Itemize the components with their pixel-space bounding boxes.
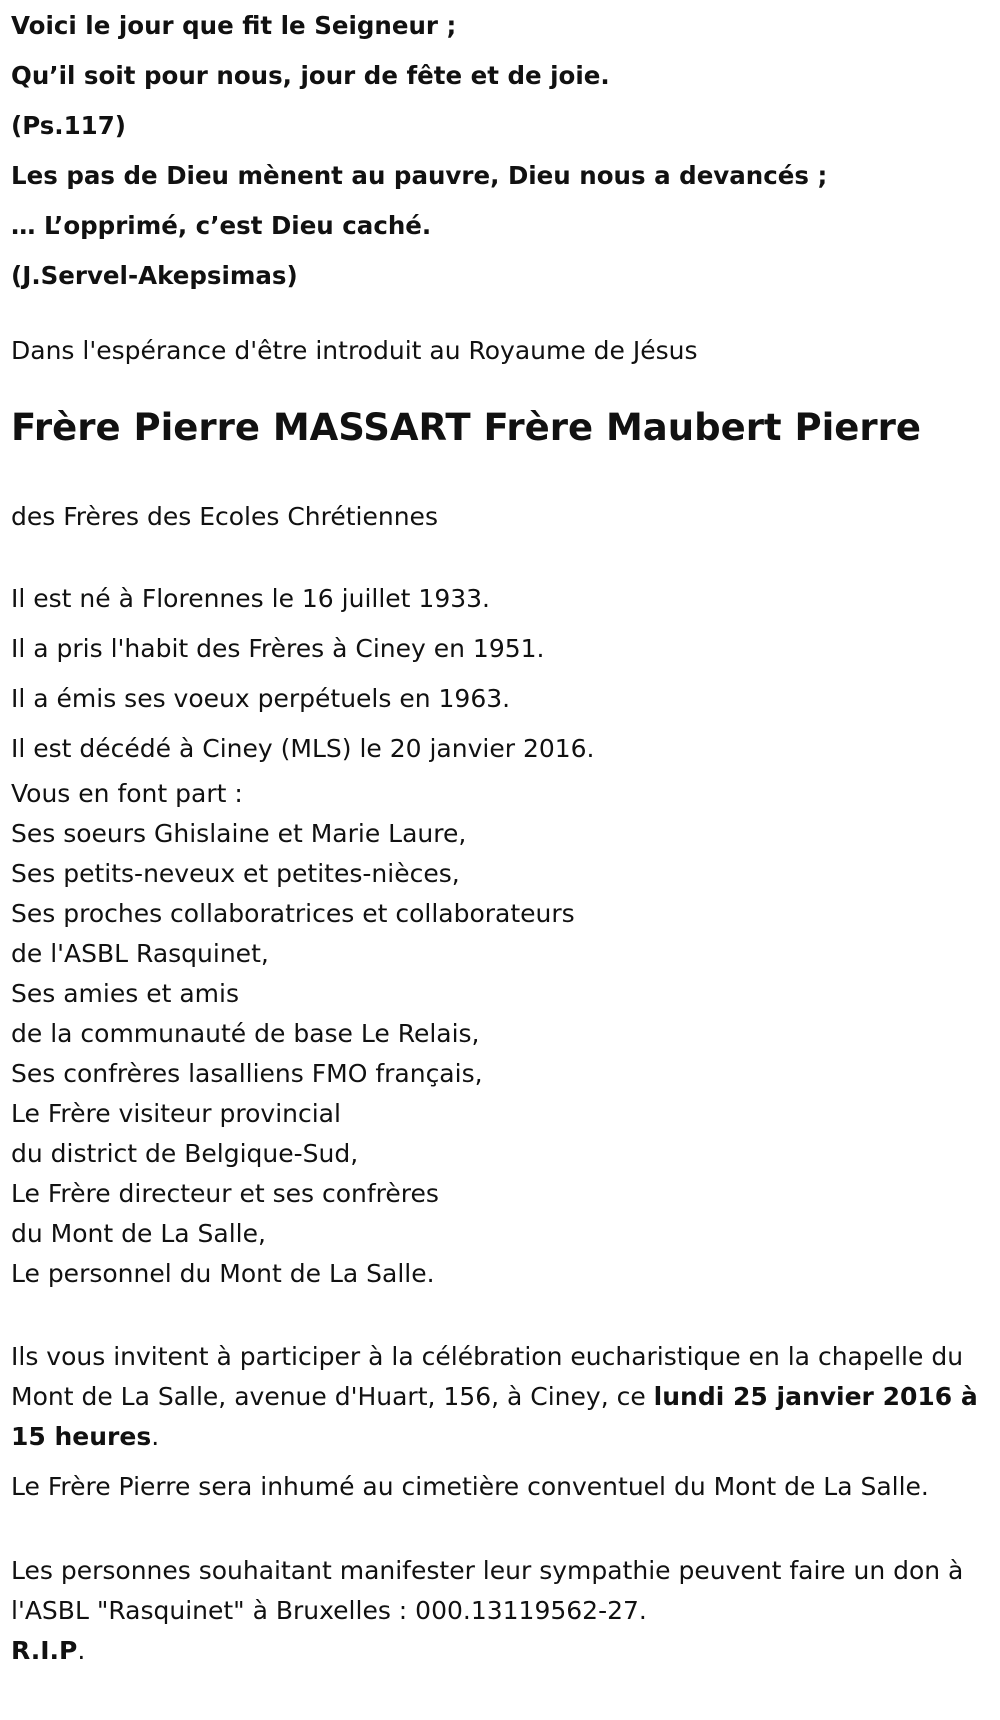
invitation-end: .: [151, 1422, 160, 1451]
rip-end: .: [77, 1636, 86, 1665]
mourners-heading: Vous en font part :: [11, 779, 243, 808]
mourners-list: [11, 779, 980, 1289]
religious-order: des Frères des Ecoles Chrétiennes: [11, 502, 438, 531]
mourner-line: de la communauté de base Le Relais,: [11, 1019, 480, 1048]
mourner-line: de l'ASBL Rasquinet,: [11, 939, 269, 968]
fact-line: Il est né à Florennes le 16 juillet 1933.: [11, 584, 490, 613]
mourner-line: du Mont de La Salle,: [11, 1219, 266, 1248]
sympathy-note: [11, 1551, 980, 1671]
verse-line: … L’opprimé, c’est Dieu caché.: [11, 211, 432, 240]
mourner-line: du district de Belgique-Sud,: [11, 1139, 359, 1168]
burial-note: Le Frère Pierre sera inhumé au cimetière conventuel du Mont de La Salle.: [11, 1472, 929, 1501]
verse-line: Qu’il soit pour nous, jour de fête et de joie.: [11, 61, 610, 90]
mourner-line: Ses amies et amis: [11, 979, 239, 1008]
mourner-line: Le Frère visiteur provincial: [11, 1099, 341, 1128]
rip-label: R.I.P: [11, 1636, 78, 1665]
verse-line: Les pas de Dieu mènent au pauvre, Dieu nous a devancés ;: [11, 161, 828, 190]
fact-line: Il a pris l'habit des Frères à Ciney en 1951.: [11, 634, 545, 663]
mourner-line: Le Frère directeur et ses confrères: [11, 1179, 439, 1208]
mourner-line: Le personnel du Mont de La Salle.: [11, 1259, 435, 1288]
verse-reference: (J.Servel-Akepsimas): [11, 261, 298, 290]
invitation-text: Ils vous invitent à participer à la célébration eucharistique en la chapelle du Mont de La Salle, avenue d'Huart, 156, à Ciney, ce: [11, 1342, 964, 1411]
mourner-line: Ses soeurs Ghislaine et Marie Laure,: [11, 819, 467, 848]
fact-line: Il a émis ses voeux perpétuels en 1963.: [11, 684, 511, 713]
ceremony-date: lundi 25 janvier 2016 à 15 heures: [11, 1382, 978, 1451]
verse-reference: (Ps.117): [11, 111, 126, 140]
fact-line: Il est décédé à Ciney (MLS) le 20 janvier 2016.: [11, 734, 595, 763]
intro-text: Dans l'espérance d'être introduit au Royaume de Jésus: [11, 336, 698, 365]
mourner-line: Ses confrères lasalliens FMO français,: [11, 1059, 483, 1088]
mourner-line: Ses proches collaboratrices et collaborateurs: [11, 899, 575, 928]
mourner-line: Ses petits-neveux et petites-nièces,: [11, 859, 460, 888]
donation-text: Les personnes souhaitant manifester leur sympathie peuvent faire un don à l'ASBL "Rasquinet" à Bruxelles : 000.13119562-27.: [11, 1556, 964, 1625]
life-facts: [11, 584, 980, 764]
verses-section: [11, 0, 980, 291]
deceased-name: Frère Pierre MASSART Frère Maubert Pierre: [11, 406, 921, 449]
ceremony-invitation: [11, 1337, 980, 1457]
verse-line: Voici le jour que fit le Seigneur ;: [11, 11, 457, 40]
